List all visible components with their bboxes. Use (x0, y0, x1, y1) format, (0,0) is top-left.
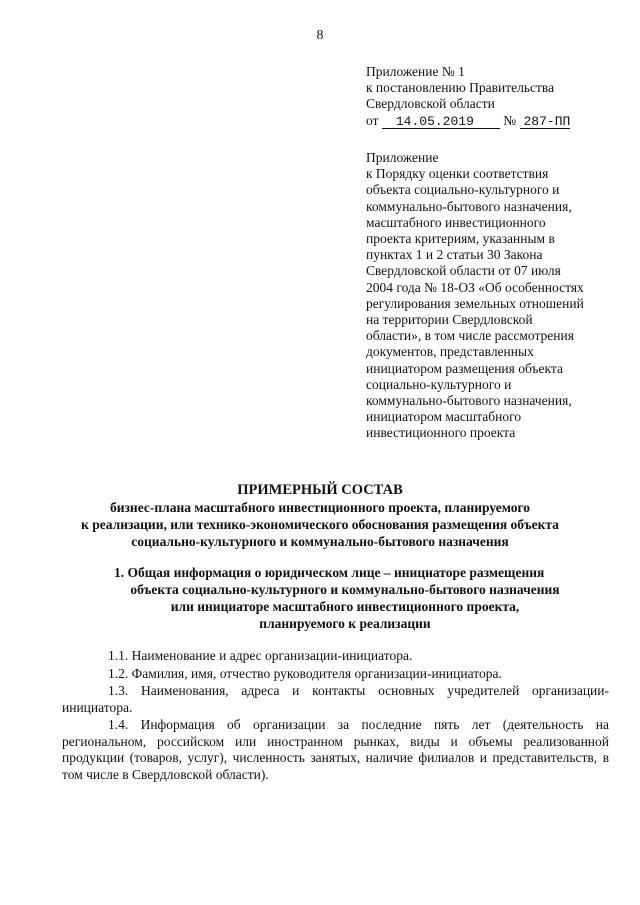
appendix-2-line: документов, представленных (366, 344, 534, 360)
appendix-1-line-3: Свердловской области (366, 96, 495, 112)
section-heading-line: объекта социально-культурного и коммунально-бытового назначения (130, 582, 560, 597)
appendix-2-line: к Порядку оценки соответствия (366, 166, 549, 182)
item-1-1: 1.1. Наименование и адрес организации-инициатора. (108, 648, 413, 663)
section-heading-line: или инициаторе масштабного инвестиционного проекта, (170, 599, 520, 614)
appendix-1-line-1: Приложение № 1 (366, 64, 465, 79)
appendix-2-line: инвестиционного проекта (366, 425, 516, 441)
document-subtitle (40, 499, 600, 550)
appendix-2-line: пунктах 1 и 2 статьи 30 Закона (366, 247, 543, 263)
item-1-2: 1.2. Фамилия, имя, отчество руководителя организации-инициатора. (108, 665, 502, 681)
document-title: ПРИМЕРНЫЙ СОСТАВ (237, 482, 403, 498)
from-label: от (366, 112, 379, 128)
resolution-number: 287-ПП (520, 115, 570, 129)
appendix-2-line: коммунально-бытового назначения, (366, 198, 572, 214)
appendix-2-line: на территории Свердловской (366, 312, 533, 328)
subtitle-line: бизнес-плана масштабного инвестиционного проекта, планируемого (109, 500, 531, 515)
page-number: 8 (316, 28, 324, 43)
section-1-items (62, 648, 609, 784)
section-heading-line: планируемого к реализации (259, 616, 431, 631)
appendix-2-line: коммунально-бытового назначения, (366, 393, 572, 409)
appendix-1-block (366, 64, 616, 129)
appendix-2-line: инициатором размещения объекта (366, 360, 563, 376)
appendix-2-line: объекта социально-культурного и (366, 182, 560, 198)
appendix-2-line: Свердловской области от 07 июля (366, 263, 561, 279)
appendix-2-line: области», в том числе рассмотрения (366, 328, 574, 344)
appendix-2-line: Приложение (366, 150, 439, 165)
section-heading-line: 1. Общая информация о юридическом лице – инициаторе размещения (114, 565, 545, 580)
resolution-date: 14.05.2019 (382, 115, 500, 129)
appendix-1-date-line (366, 113, 616, 129)
appendix-2-line: социально-культурного и (366, 376, 512, 392)
appendix-2-line: регулирования земельных отношений (366, 295, 584, 311)
appendix-2-block (366, 150, 616, 442)
subtitle-line: социально-культурного и коммунально-бытового назначения (131, 534, 509, 549)
subtitle-line: к реализации, или технико-экономического обоснования размещения объекта (81, 517, 559, 532)
appendix-2-line: инициатором масштабного (366, 409, 522, 425)
number-label: № (503, 112, 517, 128)
item-1-3: 1.3. Наименования, адреса и контакты основных учредителей организации-инициатора. (62, 683, 609, 715)
item-1-4: 1.4. Информация об организации за последние пять лет (деятельность на региональном, российском или иностранном рынках, виды и объемы реализованной продукции (товаров, услуг), численность занятых, наличие филиалов и представительств, в том числе в Свердловской области). (62, 717, 609, 782)
section-1-heading (100, 564, 590, 632)
appendix-1-line-2: к постановлению Правительства (366, 80, 555, 96)
appendix-2-line: проекта критериям, указанным в (366, 231, 555, 247)
appendix-2-line: масштабного инвестиционного (366, 214, 546, 230)
appendix-2-line: 2004 года № 18-ОЗ «Об особенностях (366, 279, 584, 295)
